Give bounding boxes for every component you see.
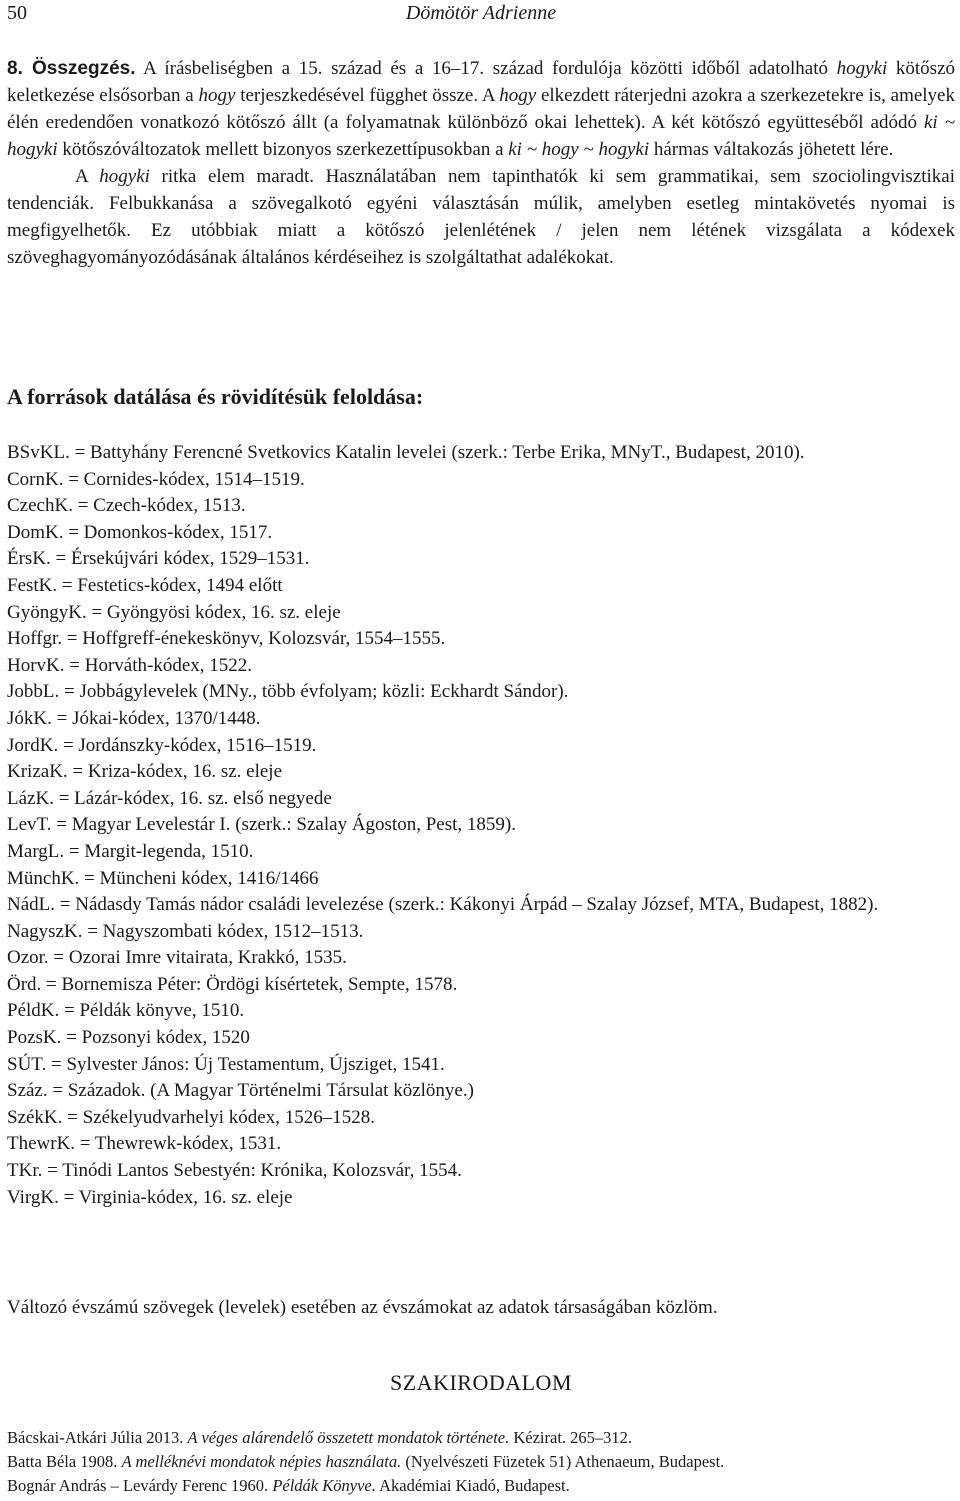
abbreviation-entry: KrizaK. = Kriza-kódex, 16. sz. eleje xyxy=(7,761,283,783)
abbreviation-entry: NádL. = Nádasdy Tamás nádor családi levelezése (szerk.: Kákonyi Árpád – Szalay József, MTA, Budapest, 1882). xyxy=(7,894,879,916)
abbreviation-entry: Ozor. = Ozorai Imre vitairata, Krakkó, 1535. xyxy=(7,947,347,969)
abbreviation-entry: SÚT. = Sylvester János: Új Testamentum, Újsziget, 1541. xyxy=(7,1053,445,1075)
bibliography-list xyxy=(7,1426,955,1498)
sources-heading: A források datálása és rövidítésük feloldása: xyxy=(7,384,424,409)
abbreviation-entry: PéldK. = Példák könyve, 1510. xyxy=(7,1000,245,1022)
abbreviation-entry: PozsK. = Pozsonyi kódex, 1520 xyxy=(7,1027,250,1049)
abbreviation-entry: DomK. = Domonkos-kódex, 1517. xyxy=(7,521,273,543)
bibliography-title: A melléknévi mondatok népies használata. xyxy=(121,1452,402,1471)
bibliography-heading: SZAKIRODALOM xyxy=(390,1370,572,1395)
bibliography-entry xyxy=(7,1474,955,1498)
abbreviation-entry: JókK. = Jókai-kódex, 1370/1448. xyxy=(7,707,261,729)
bibliography-author: Batta Béla 1908. xyxy=(7,1452,122,1471)
abbreviation-entry: BSvKL. = Battyhány Ferencné Svetkovics Katalin levelei (szerk.: Terbe Erika, MNyT., Budapest, 2010). xyxy=(7,442,805,463)
bibliography-title: A véges alárendelő összetett mondatok története. xyxy=(187,1428,510,1447)
summary-section xyxy=(7,55,955,271)
abbreviation-entry: JordK. = Jordánszky-kódex, 1516–1519. xyxy=(7,734,317,756)
running-head xyxy=(7,2,955,28)
section-title: 8. Összegzés. xyxy=(7,58,136,79)
abbreviation-entry: CornK. = Cornides-kódex, 1514–1519. xyxy=(7,468,305,490)
abbreviation-entry: GyöngyK. = Gyöngyösi kódex, 16. sz. eleje xyxy=(7,601,341,623)
bibliography-entry xyxy=(7,1450,955,1474)
abbreviation-entry: Örd. = Bornemisza Péter: Ördögi kísértetek, Sempte, 1578. xyxy=(7,973,458,995)
abbreviation-entry: LevT. = Magyar Levelestár I. (szerk.: Szalay Ágoston, Pest, 1859). xyxy=(7,814,516,836)
abbreviation-entry: ÉrsK. = Érsekújvári kódex, 1529–1531. xyxy=(7,548,310,570)
abbreviation-entry: JobbL. = Jobbágylevelek (MNy., több évfolyam; közli: Eckhardt Sándor). xyxy=(7,681,569,703)
bibliography-author: Bognár András – Levárdy Ferenc 1960. xyxy=(7,1476,273,1495)
abbreviation-entry: HorvK. = Horváth-kódex, 1522. xyxy=(7,654,253,676)
bibliography-publication: (Nyelvészeti Füzetek 51) Athenaeum, Budapest. xyxy=(401,1452,725,1471)
summary-paragraph-1: 8. Összegzés. A írásbeliségben a 15. század és a 16–17. század fordulója közötti időből adatolható hogyki kötőszó keletkezése elsősorban a hogy terjeszkedésével függhet össze. A hogy elkezdett ráterjedni azokra a szerkezetekre is, amelyek élén eredendően vonatkozó kötőszó állt (a folyamatnak különböző okai lehettek). A két kötőszó együtteséből adódó ki ~ hogyki kötőszóváltozatok mellett bizonyos szerkezettípusokban a ki ~ hogy ~ hogyki hármas váltakozás jöhetett lére. xyxy=(7,58,955,160)
abbreviation-entry: NagyszK. = Nagyszombati kódex, 1512–1513. xyxy=(7,920,364,942)
abbreviation-entry: MargL. = Margit-legenda, 1510. xyxy=(7,840,254,862)
abbreviation-entry: CzechK. = Czech-kódex, 1513. xyxy=(7,495,246,517)
abbreviation-list xyxy=(7,440,955,1211)
abbreviation-entry: TKr. = Tinódi Lantos Sebestyén: Krónika, Kolozsvár, 1554. xyxy=(7,1160,462,1182)
abbreviation-entry: Hoffgr. = Hoffgreff-énekeskönyv, Kolozsvár, 1554–1555. xyxy=(7,628,446,650)
dating-note: Változó évszámú szövegek (levelek) esetében az évszámokat az adatok társaságában közlöm. xyxy=(7,1297,718,1318)
page-number: 50 xyxy=(7,2,27,24)
abbreviation-entry: FestK. = Festetics-kódex, 1494 előtt xyxy=(7,574,283,596)
running-head-author: Dömötör Adrienne xyxy=(405,2,557,24)
bibliography-title: Példák Könyve. xyxy=(272,1476,376,1495)
abbreviation-entry: VirgK. = Virginia-kódex, 16. sz. eleje xyxy=(7,1186,293,1208)
abbreviation-entry: ThewrK. = Thewrewk-kódex, 1531. xyxy=(7,1133,282,1155)
bibliography-entry xyxy=(7,1426,955,1450)
abbreviation-entry: LázK. = Lázár-kódex, 16. sz. első negyede xyxy=(7,787,332,809)
abbreviation-entry: Száz. = Századok. (A Magyar Történelmi Társulat közlönye.) xyxy=(7,1080,474,1102)
abbreviation-entry: MünchK. = Müncheni kódex, 1416/1466 xyxy=(7,867,319,889)
bibliography-publication: Akadémiai Kiadó, Budapest. xyxy=(375,1476,570,1495)
summary-paragraph-2: A hogyki ritka elem maradt. Használatában nem tapinthatók ki sem grammatikai, sem szociolingvisztikai tendenciák. Felbukkanása a szövegalkotó egyéni választásán múlik, amelyben esetleg mintakövetés nyomai is megfigyelhetők. Ez utóbbiak miatt a kötőszó jelenlétének / jelen nem létének vizsgálata a kódexek szöveghagyományozódásának általános kérdéseihez is szolgáltathat adalékokat. xyxy=(7,166,955,268)
bibliography-author: Bácskai-Atkári Júlia 2013. xyxy=(7,1428,188,1447)
bibliography-publication: Kézirat. 265–312. xyxy=(509,1428,633,1447)
abbreviation-entry: SzékK. = Székelyudvarhelyi kódex, 1526–1528. xyxy=(7,1106,375,1128)
